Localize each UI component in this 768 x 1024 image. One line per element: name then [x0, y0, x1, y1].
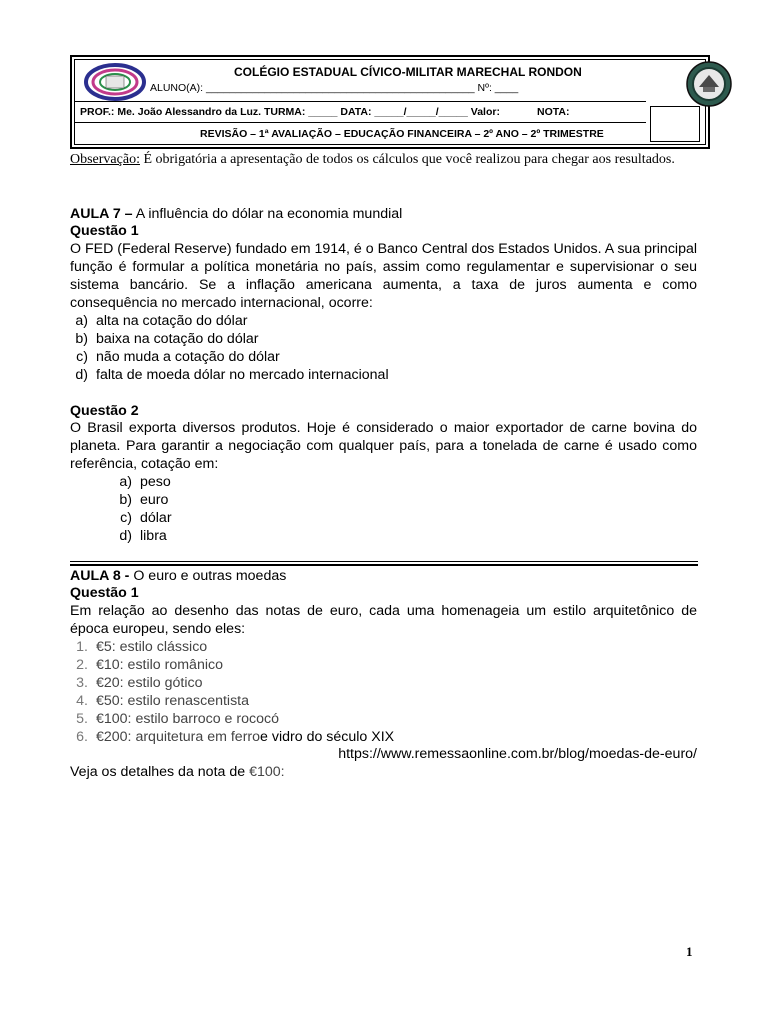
list-item-label: d) — [75, 367, 88, 383]
list-item-label: 4. — [76, 693, 88, 709]
observacao-label: Observação: — [70, 152, 140, 167]
section-rule — [70, 561, 698, 562]
list-item-text: baixa na cotação do dólar — [96, 331, 259, 347]
list-item-label: 1. — [76, 639, 88, 655]
list-item — [114, 473, 172, 491]
list-item — [70, 638, 394, 656]
section-rule — [70, 564, 698, 566]
list-item — [70, 674, 394, 692]
aula8-title — [70, 567, 286, 585]
list-item — [70, 710, 394, 728]
school-name: COLÉGIO ESTADUAL CÍVICO-MILITAR MARECHAL RONDON — [234, 65, 582, 79]
list-item-label: b) — [119, 492, 132, 508]
aula8-items — [70, 638, 394, 746]
list-item-text: peso — [140, 474, 171, 490]
observacao — [70, 151, 697, 169]
list-item — [70, 312, 389, 330]
aula7-q2-text: O Brasil exporta diversos produtos. Hoje é considerado o maior exportador de carne bovina do planeta. Para garantir a negociação com qualquer país, para a tonelada de carne é usado como referência, cotação em: — [70, 420, 697, 472]
list-item — [70, 330, 389, 348]
source-link[interactable]: https://www.remessaonline.com.br/blog/moedas-de-euro/ — [338, 746, 697, 762]
list-item-label: a) — [75, 313, 88, 329]
list-item-text: falta de moeda dólar no mercado internacional — [96, 367, 389, 383]
list-item-text: €100: estilo barroco e rococó — [96, 711, 279, 727]
list-item-text: euro — [140, 492, 169, 508]
list-item-label: 3. — [76, 675, 88, 691]
revisao-title: REVISÃO – 1ª AVALIAÇÃO – EDUCAÇÃO FINANCEIRA – 2º ANO – 2º TRIMESTRE — [200, 128, 604, 140]
list-item-text-tail: e vidro do século XIX — [260, 729, 395, 745]
list-item-text: €20: estilo gótico — [96, 675, 203, 691]
list-item-text: libra — [140, 528, 167, 544]
list-item — [114, 527, 172, 545]
list-item — [70, 728, 394, 746]
aula7-title — [70, 205, 697, 223]
list-item-label: c) — [120, 510, 132, 526]
aula7-title-bold: AULA 7 – — [70, 206, 133, 222]
aula7-q1-title: Questão 1 — [70, 223, 139, 239]
list-item — [114, 491, 172, 509]
list-item — [70, 348, 389, 366]
aula7-q2-title: Questão 2 — [70, 403, 139, 419]
list-item-text: €10: estilo românico — [96, 657, 223, 673]
aula7-title-rest: A influência do dólar na economia mundial — [132, 206, 403, 222]
list-item-text: alta na cotação do dólar — [96, 313, 248, 329]
list-item-label: a) — [119, 474, 132, 490]
list-item-label: c) — [76, 349, 88, 365]
aula8-q1-text: Em relação ao desenho das notas de euro, cada uma homenageia um estilo arquitetônico de época europeu, sendo eles: — [70, 603, 697, 637]
aluno-field: ALUNO(A): ______________________________________________ Nº: ____ — [150, 82, 519, 94]
detail-text — [70, 763, 285, 781]
school-logo — [84, 62, 146, 102]
list-item — [70, 656, 394, 674]
list-item — [114, 509, 172, 527]
prof-line: PROF.: Me. João Alessandro da Luz. TURMA: _____ DATA: _____/_____/_____ Valor: — [80, 106, 500, 118]
list-item-text: €5: estilo clássico — [96, 639, 208, 655]
nota-box — [650, 106, 700, 142]
list-item-label: 2. — [76, 657, 88, 673]
aula7-q2-options — [114, 473, 172, 545]
aula8-title-rest: O euro e outras moedas — [129, 568, 287, 584]
aula8-title-bold: AULA 8 - — [70, 568, 130, 584]
list-item-text: dólar — [140, 510, 172, 526]
aula8-q1-title: Questão 1 — [70, 585, 139, 601]
list-item — [70, 366, 389, 384]
aula7-q1-options — [70, 312, 389, 384]
list-item-text: €200: arquitetura em ferro — [96, 729, 261, 745]
nota-label: NOTA: — [537, 106, 570, 118]
list-item-text: €50: estilo renascentista — [96, 693, 250, 709]
list-item-label: b) — [75, 331, 88, 347]
header-divider — [74, 101, 646, 102]
list-item — [70, 692, 394, 710]
observacao-text: É obrigatória a apresentação de todos os cálculos que você realizou para chegar aos resultados. — [139, 152, 675, 167]
list-item-label: 5. — [76, 711, 88, 727]
header-divider — [74, 122, 646, 123]
list-item-label: 6. — [76, 729, 88, 745]
list-item-label: d) — [119, 528, 132, 544]
list-item-text: não muda a cotação do dólar — [96, 349, 280, 365]
aula7-q1-text: O FED (Federal Reserve) fundado em 1914, é o Banco Central dos Estados Unidos. A sua principal função é formular a política monetária no país, assim como regulamentar e supervisionar o seu sistema bancário. Se a inflação americana aumenta, a taxa de juros aumenta e como consequência no mercado internacional, ocorre: — [70, 241, 697, 311]
page-number: 1 — [686, 944, 693, 959]
detail-text-main: Veja os detalhes da nota de — [70, 764, 250, 780]
detail-value: €100: — [249, 764, 285, 780]
emblem-icon — [686, 61, 732, 107]
